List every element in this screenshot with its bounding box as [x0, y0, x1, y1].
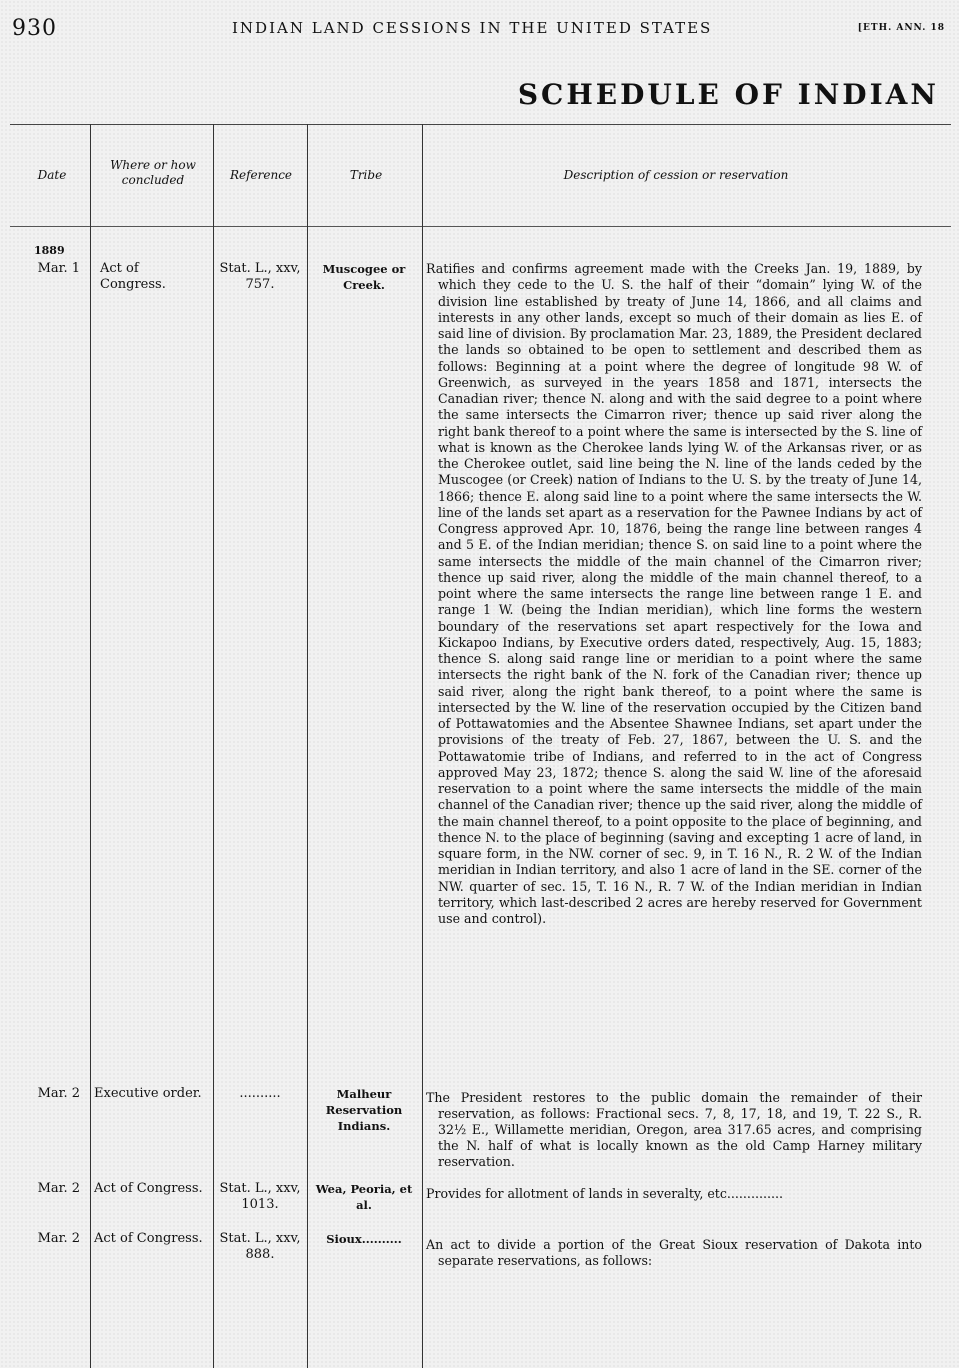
- column-header-reference: Reference: [229, 168, 293, 182]
- description-text: The President restores to the public domain the remainder of their reservation, as follows: Fractional secs. 7, 8, 17, 18, and 19, T. 22 S., R. 32½ E., Willamette meridian, Oregon, area 317.65 acres, and comprising the N. half of what is locally known as the old Camp Harney military reservation.: [426, 1090, 922, 1170]
- column-divider: [422, 124, 423, 1368]
- row-reference: ..........: [239, 1086, 281, 1101]
- column-divider: [90, 124, 91, 1368]
- row-tribe: Muscogee or Creek.: [322, 262, 406, 293]
- schedule-title: SCHEDULE OF INDIAN: [517, 78, 939, 111]
- column-divider: [213, 124, 214, 1368]
- row-tribe: Sioux..........: [326, 1232, 402, 1246]
- row-reference: Stat. L., xxv, 1013.: [219, 1181, 301, 1213]
- row-description: [426, 1186, 922, 1202]
- page-number: 930: [12, 16, 57, 41]
- running-header: [0, 16, 959, 42]
- header-bottom-rule: [10, 226, 951, 227]
- row-description: [426, 1237, 922, 1269]
- running-title: INDIAN LAND CESSIONS IN THE UNITED STATES: [232, 19, 713, 37]
- row-reference: Stat. L., xxv, 888.: [219, 1231, 301, 1263]
- row-description: [426, 1090, 922, 1170]
- column-divider: [307, 124, 308, 1368]
- row-where: Act of Congress.: [94, 1181, 203, 1196]
- column-header-date: Date: [37, 168, 67, 182]
- row-date: Mar. 2: [37, 1181, 80, 1196]
- column-header-tribe: Tribe: [349, 168, 383, 182]
- row-where: Executive order.: [94, 1086, 202, 1101]
- row-where: Act of Congress.: [94, 1231, 203, 1246]
- table-top-rule: [10, 124, 951, 125]
- row-tribe: Wea, Peoria, et al.: [315, 1182, 413, 1213]
- row-reference: Stat. L., xxv, 757.: [219, 261, 301, 293]
- row-description: [426, 261, 922, 927]
- row-date: Mar. 2: [37, 1086, 80, 1101]
- row-where: Act of Congress.: [100, 261, 166, 293]
- description-text: An act to divide a portion of the Great Sioux reservation of Dakota into separate reservations, as follows:: [426, 1237, 922, 1269]
- row-date: Mar. 2: [37, 1231, 80, 1246]
- column-header-where: Where or how concluded: [110, 158, 196, 187]
- description-text: Ratifies and confirms agreement made with the Creeks Jan. 19, 1889, by which they cede to the U. S. the half of their “domain” lying W. of the division line established by treaty of June 14, 1866, and all claims and interests in any other lands, except so much of their domain as lies E. of said line of division. By proclamation Mar. 23, 1889, the President declared the lands so obtained to be open to settlement and described them as follows: Beginning at a point where the degree of longitude 98 W. of Greenwich, as surveyed in the years 1858 and 1871, intersects the Canadian river; thence N. along and with the said degree to a point where the same intersects the Cimarron river; thence up said river along the right bank thereof to a point where the same is intersected by the S. line of what is known as the Cherokee lands lying W. of the Arkansas river, or as the Cherokee outlet, said line being the N. line of the lands ceded by the Muscogee (or Creek) nation of Indians to the U. S. by the treaty of June 14, 1866; thence E. along said line to a point where the same intersects the W. line of the lands set apart as a reservation for the Pawnee Indians by act of Congress approved Apr. 10, 1876, being the range line between ranges 4 and 5 E. of the Indian meridian; thence S. on said line to a point where the same intersects the middle of the main channel of the Cimarron river; thence up said river, along the middle of the main channel thereof, to a point where the same intersects the range line between range 1 E. and range 1 W. (being the Indian meridian), which line forms the western boundary of the reservations set apart respectively for the Iowa and Kickapoo Indians, by Executive orders dated, respectively, Aug. 15, 1883; thence S. along said range line or meridian to a point where the same intersects the right bank of the N. fork of the Canadian river; thence up said river, along the right bank thereof, to a point where the same is intersected by the W. line of the reservation occupied by the Citizen band of Pottawatomies and the Absentee Shawnee Indians, set apart under the provisions of the treaty of Feb. 27, 1867, between the U. S. and the Pottawatomie tribe of Indians, and referred to in the act of Congress approved May 23, 1872; thence S. along the said W. line of the aforesaid reservation to a point where the same intersects the middle of the main channel of the Canadian river; thence up the said river, along the middle of the main channel thereof, to a point opposite to the place of beginning, and thence N. to the place of beginning (saving and excepting 1 acre of land, in square form, in the NW. corner of sec. 9, in T. 16 N., R. 2 W. of the Indian meridian in Indian territory, and also 1 acre of land in the SE. corner of the NW. quarter of sec. 15, T. 16 N., R. 7 W. of the Indian meridian in Indian territory, which last-described 2 acres are hereby reserved for Government use and control).: [426, 261, 922, 926]
- row-tribe: Malheur Reservation Indians.: [325, 1087, 403, 1134]
- year-label: 1889: [34, 244, 65, 257]
- description-text: Provides for allotment of lands in severalty, etc..............: [426, 1186, 783, 1201]
- row-date: Mar. 1: [37, 261, 80, 276]
- annual-reference: [ETH. ANN. 18: [857, 23, 945, 33]
- column-header-description: Description of cession or reservation: [563, 168, 789, 182]
